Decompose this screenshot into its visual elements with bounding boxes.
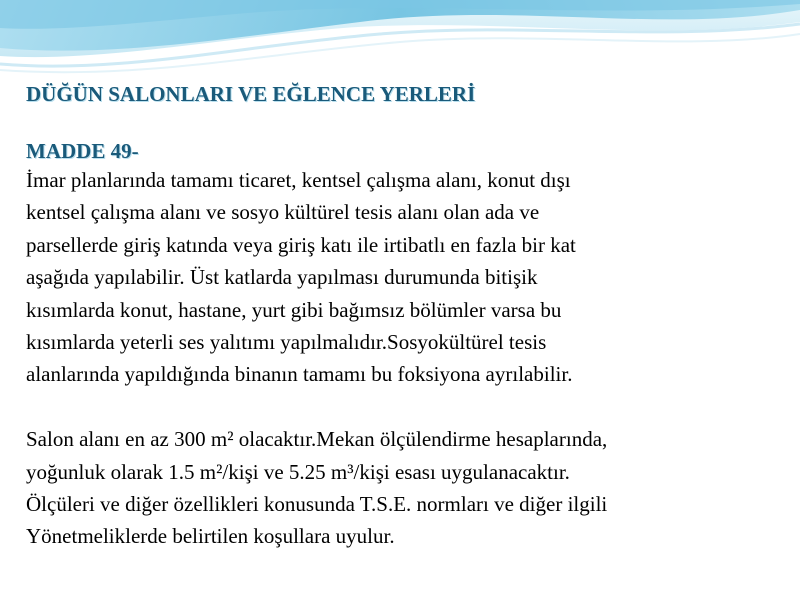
paragraph-2 [26, 423, 786, 553]
text-line: kısımlarda yeterli ses yalıtımı yapılmalıdır.Sosyokültürel tesis [26, 330, 547, 355]
header-wave-decoration [0, 0, 800, 90]
slide-title: DÜĞÜN SALONLARI VE EĞLENCE YERLERİ [26, 82, 476, 106]
text-line: alanlarında yapıldığında binanın tamamı bu foksiyona ayrılabilir. [26, 362, 573, 387]
article-heading: MADDE 49- [26, 139, 139, 163]
text-line: yoğunluk olarak 1.5 m²/kişi ve 5.25 m³/kişi esası uygulanacaktır. [26, 459, 570, 484]
text-line: Ölçüleri ve diğer özellikleri konusunda T.S.E. normları ve diğer ilgili [26, 492, 608, 517]
text-line: Yönetmeliklerde belirtilen koşullara uyulur. [26, 524, 395, 549]
text-line: kısımlarda konut, hastane, yurt gibi bağımsız bölümler varsa bu [26, 297, 562, 322]
slide-content [26, 82, 786, 553]
text-line: Salon alanı en az 300 m² olacaktır.Mekan ölçülendirme hesaplarında, [26, 427, 608, 452]
paragraph-spacer [26, 391, 786, 423]
text-line: parsellerde giriş katında veya giriş katı ile irtibatlı en fazla bir kat [26, 232, 576, 257]
text-line: aşağıda yapılabilir. Üst katlarda yapılması durumunda bitişik [26, 265, 538, 290]
text-line: İmar planlarında tamamı ticaret, kentsel çalışma alanı, konut dışı [26, 168, 571, 192]
text-line: kentsel çalışma alanı ve sosyo kültürel tesis alanı olan ada ve [26, 200, 540, 225]
paragraph-1 [26, 164, 786, 391]
